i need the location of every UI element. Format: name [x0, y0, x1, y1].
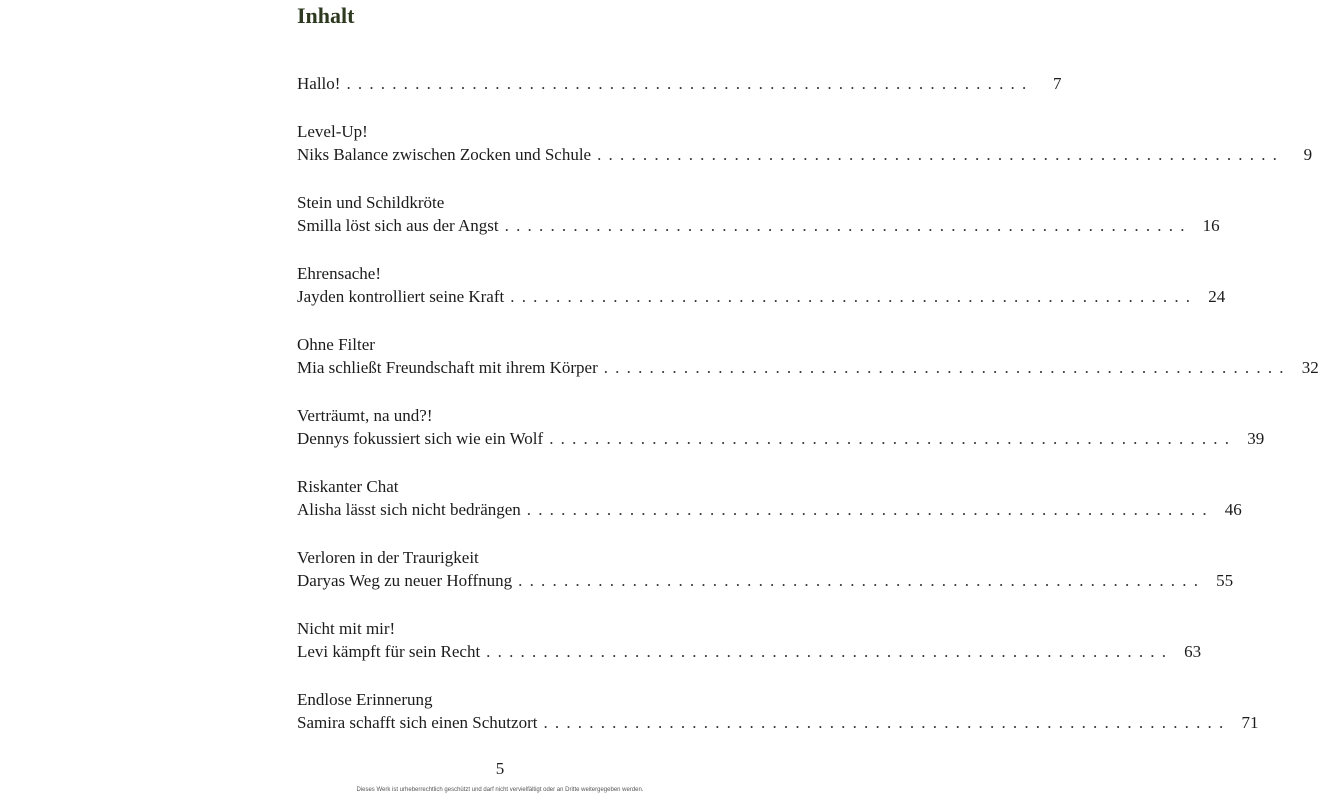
- toc-entry-heading: Riskanter Chat: [297, 476, 399, 496]
- dot-leader: ............................................................: [603, 358, 1291, 377]
- toc-line: [297, 688, 702, 712]
- toc-entry-stein-und-schildkroete[interactable]: [297, 191, 1220, 238]
- toc-entry-heading: Stein und Schildkröte: [297, 192, 445, 212]
- toc-line: [297, 143, 1313, 167]
- toc-line: [297, 72, 1062, 96]
- toc-page-number: 39: [1247, 429, 1265, 448]
- toc-line: [297, 120, 702, 144]
- toc-page-number: 16: [1202, 216, 1220, 235]
- toc-line: [297, 475, 702, 499]
- toc-entry-subtitle: Niks Balance zwischen Zocken und Schule: [297, 145, 592, 164]
- toc-line: [297, 404, 702, 428]
- toc-entry-heading: Level-Up!: [297, 121, 368, 141]
- dot-leader: ............................................................: [549, 429, 1237, 448]
- toc-line: [297, 617, 702, 641]
- toc-entry-heading: Ohne Filter: [297, 334, 375, 354]
- toc-line: [297, 356, 1319, 380]
- toc-entry-heading: Ehrensache!: [297, 263, 382, 283]
- dot-leader: ............................................................: [526, 500, 1214, 519]
- toc-line: [297, 262, 702, 286]
- table-of-contents: [297, 72, 1319, 759]
- toc-entry-nicht-mit-mir[interactable]: [297, 617, 1202, 664]
- toc-line: [297, 427, 1265, 451]
- toc-entry-heading: Nicht mit mir!: [297, 618, 396, 638]
- dot-leader: ............................................................: [597, 145, 1285, 164]
- toc-entry-heading: Verloren in der Traurigkeit: [297, 547, 479, 567]
- toc-page-number: 55: [1216, 571, 1234, 590]
- toc-entry-ohne-filter[interactable]: [297, 333, 1319, 380]
- toc-line: [297, 711, 1259, 735]
- toc-line: [297, 285, 1226, 309]
- toc-page-number: 24: [1208, 287, 1226, 306]
- toc-entry-ehrensache[interactable]: [297, 262, 1226, 309]
- dot-leader: ............................................................: [486, 642, 1174, 661]
- toc-entry-riskanter-chat[interactable]: [297, 475, 1242, 522]
- toc-entry-heading: Endlose Erinnerung: [297, 689, 433, 709]
- toc-line: [297, 569, 1234, 593]
- toc-page-number: 32: [1301, 358, 1319, 377]
- toc-entry-subtitle: Alisha lässt sich nicht bedrängen: [297, 500, 521, 519]
- toc-entry-title: Hallo!: [297, 74, 341, 93]
- dot-leader: ............................................................: [346, 74, 1034, 93]
- dot-leader: ............................................................: [510, 287, 1198, 306]
- toc-entry-subtitle: Jayden kontrolliert seine Kraft: [297, 287, 505, 306]
- toc-line: [297, 191, 702, 215]
- toc-page-number: 63: [1184, 642, 1202, 661]
- copyright-notice: Dieses Werk ist urheberrechtlich geschützt und darf nicht vervielfältigt oder an Dritte weitergegeben werden.: [356, 787, 644, 793]
- toc-entry-level-up[interactable]: [297, 120, 1313, 167]
- toc-entry-heading: Verträumt, na und?!: [297, 405, 433, 425]
- toc-line: [297, 498, 1242, 522]
- dot-leader: ............................................................: [504, 216, 1192, 235]
- toc-entry-subtitle: Levi kämpft für sein Recht: [297, 642, 481, 661]
- toc-page-number: 46: [1224, 500, 1242, 519]
- toc-entry-subtitle: Daryas Weg zu neuer Hoffnung: [297, 571, 513, 590]
- toc-line: [297, 214, 1220, 238]
- toc-page-number: 9: [1303, 145, 1313, 164]
- toc-page-number: 7: [1052, 74, 1062, 93]
- toc-line: [297, 333, 702, 357]
- page-number: 5: [495, 759, 505, 778]
- toc-entry-subtitle: Smilla löst sich aus der Angst: [297, 216, 499, 235]
- toc-line: [297, 546, 702, 570]
- toc-entry-subtitle: Mia schließt Freundschaft mit ihrem Körper: [297, 358, 598, 377]
- toc-entry-verloren[interactable]: [297, 546, 1234, 593]
- toc-entry-subtitle: Dennys fokussiert sich wie ein Wolf: [297, 429, 544, 448]
- toc-entry-vertraeumt[interactable]: [297, 404, 1265, 451]
- dot-leader: ............................................................: [518, 571, 1206, 590]
- dot-leader: ............................................................: [543, 713, 1231, 732]
- page-title: Inhalt: [297, 3, 355, 28]
- toc-entry-hallo[interactable]: [297, 72, 1062, 96]
- toc-line: [297, 640, 1202, 664]
- toc-entry-endlose-erinnerung[interactable]: [297, 688, 1259, 735]
- toc-page-number: 71: [1241, 713, 1259, 732]
- toc-entry-subtitle: Samira schafft sich einen Schutzort: [297, 713, 538, 732]
